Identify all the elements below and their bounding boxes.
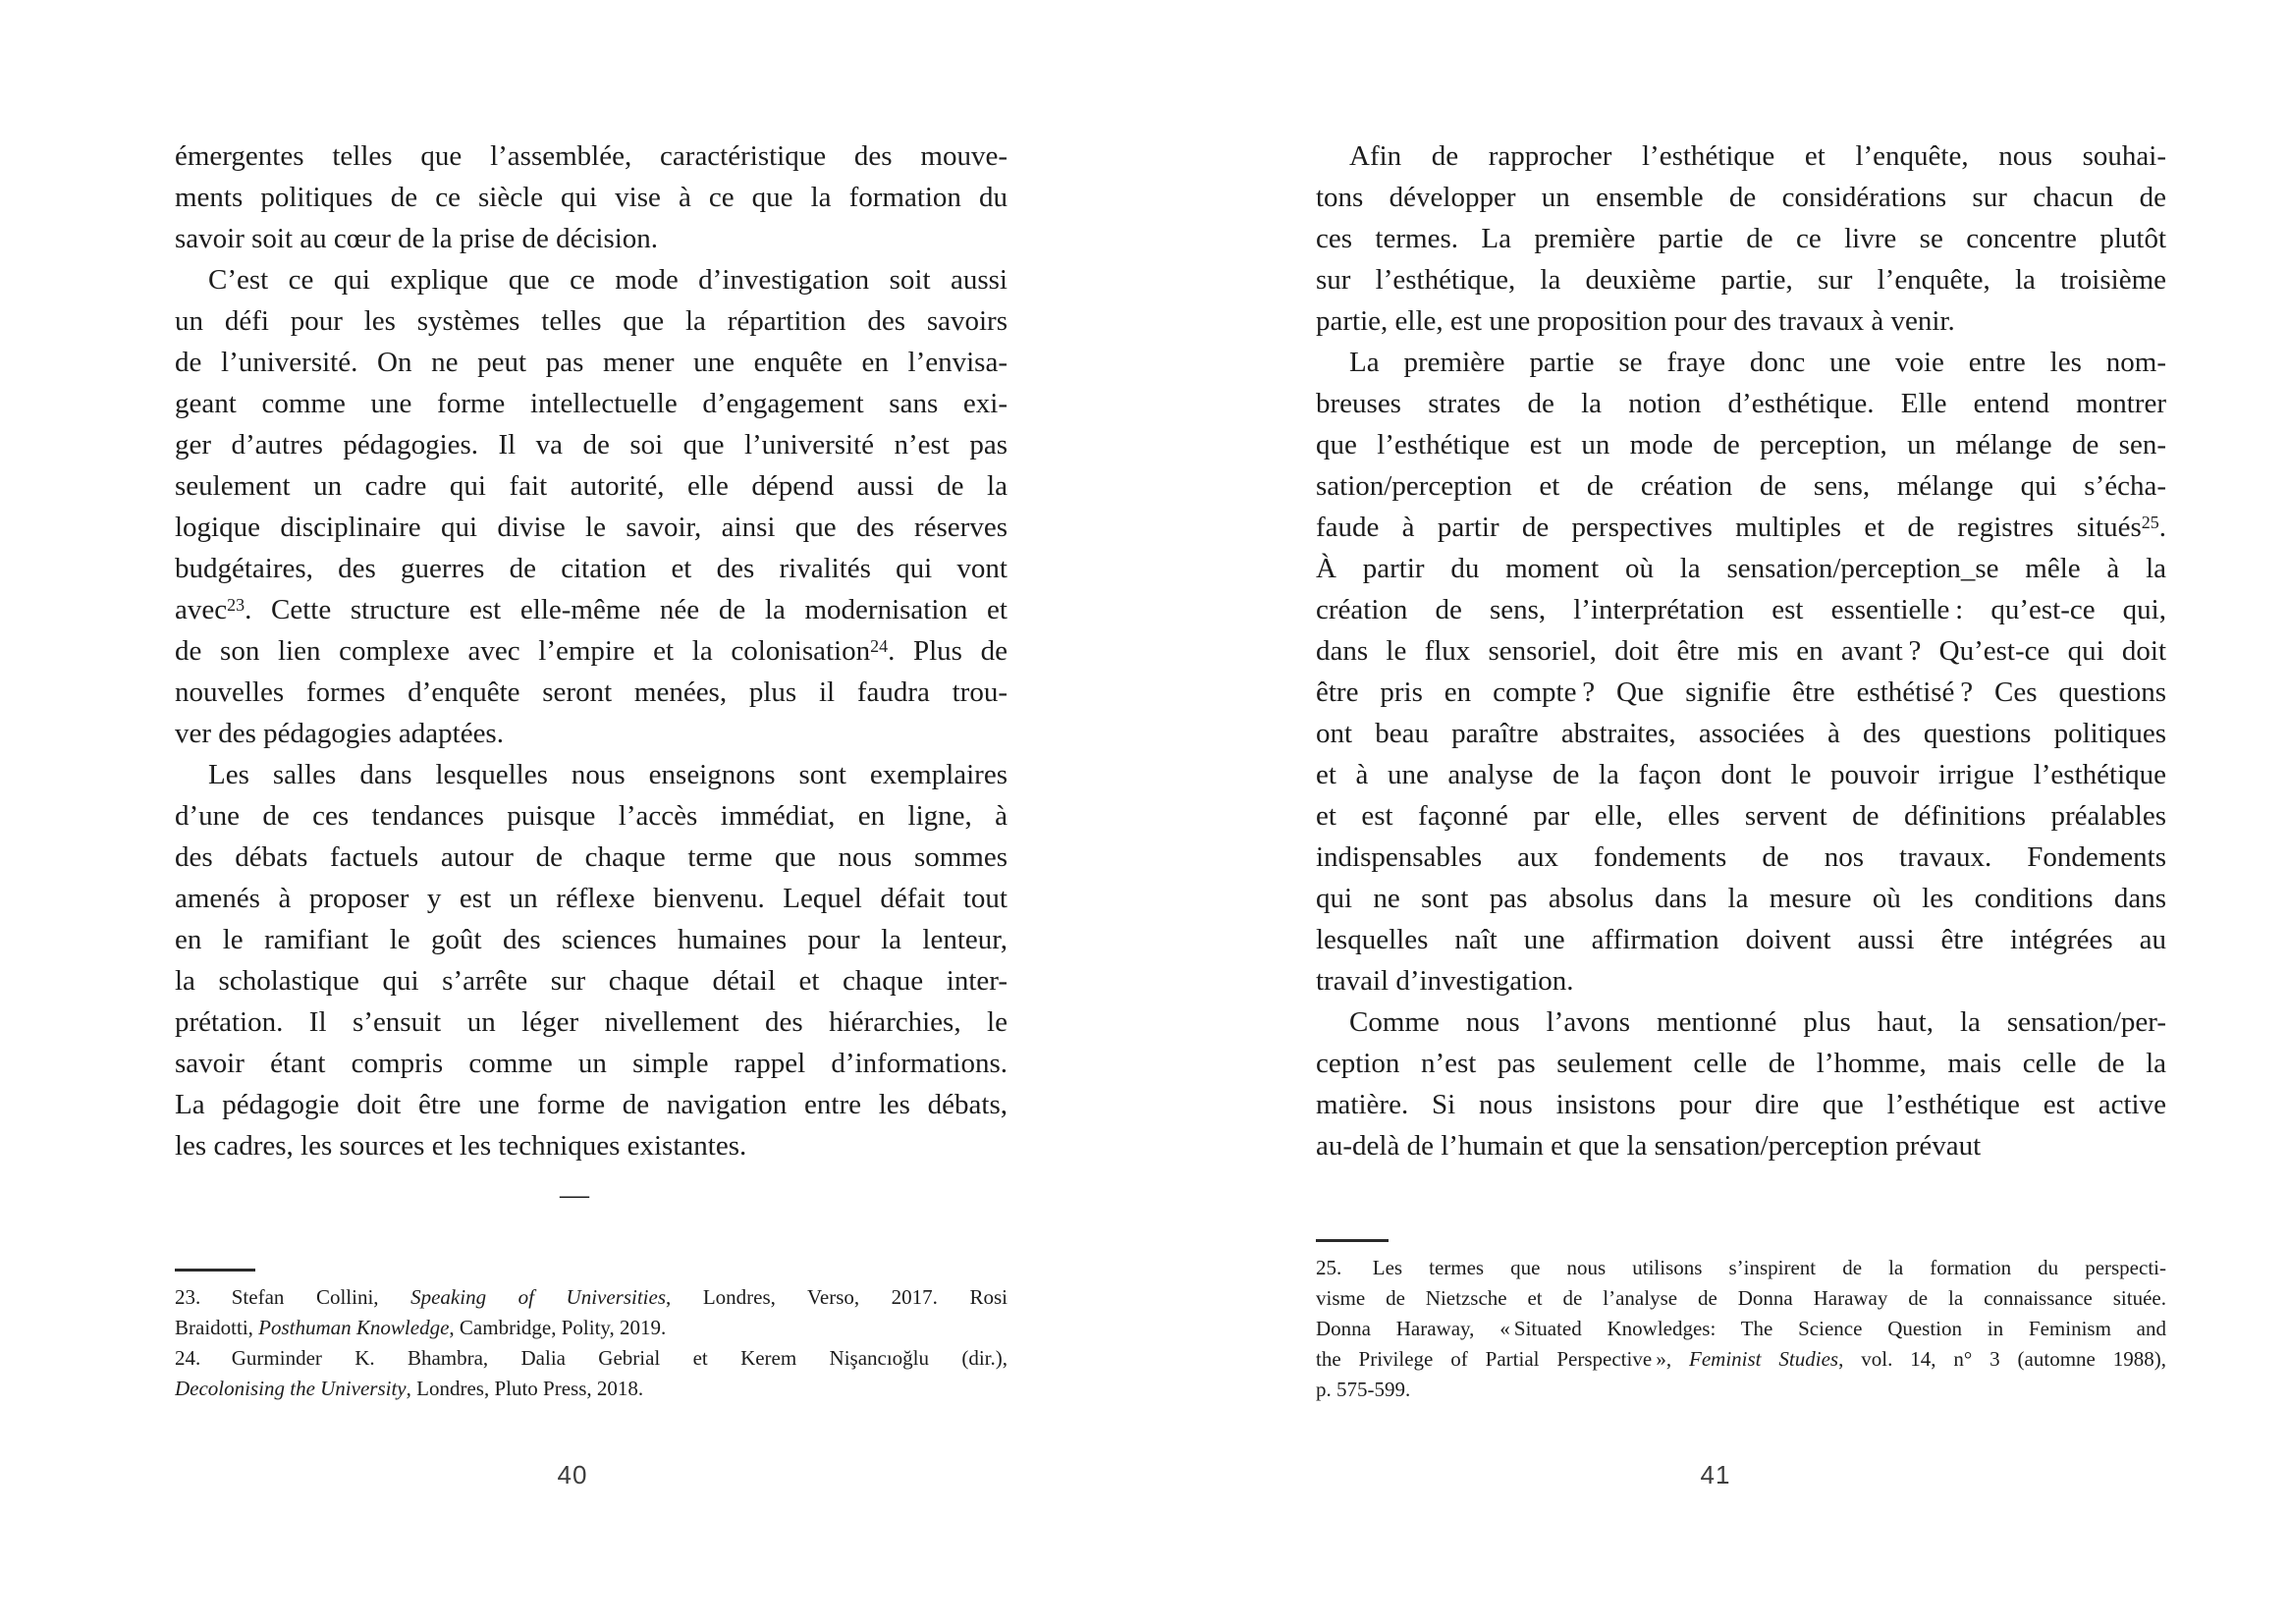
text-line: partie, elle, est une proposition pour des travaux à venir. (1316, 305, 1955, 337)
text-line: un défi pour les systèmes telles que la répartition des savoirs (175, 305, 1008, 337)
page-number-left: 40 (557, 1460, 588, 1489)
text-line: de l’université. On ne peut pas mener une enquête en l’envisa- (175, 347, 1008, 378)
text-line: Decolonising the University, Londres, Pluto Press, 2018. (175, 1377, 644, 1400)
footnote-rule-left (175, 1269, 255, 1272)
text-line: 23. Stefan Collini, Speaking of Universities, Londres, Verso, 2017. Rosi (175, 1285, 1008, 1309)
text-line: ments politiques de ce siècle qui vise à ce que la formation du (175, 182, 1008, 213)
text-line: budgétaires, des guerres de citation et des rivalités qui vont (175, 553, 1008, 584)
text-line: visme de Nietzsche et de l’analyse de Donna Haraway de la connaissance située. (1316, 1286, 2166, 1310)
text-line: création de sens, l’interprétation est essentielle : qu’est-ce qui, (1316, 594, 2166, 625)
text-line: ger d’autres pédagogies. Il va de soi que l’université n’est pas (175, 429, 1008, 460)
text-line: être pris en compte ? Que signifie être esthétisé ? Ces questions (1316, 677, 2166, 708)
text-line: the Privilege of Partial Perspective », Feminist Studies, vol. 14, n° 3 (automne 1988), (1316, 1347, 2166, 1371)
text-line: sation/perception et de création de sens, mélange qui s’écha- (1316, 470, 2166, 502)
text-line: en le ramifiant le goût des sciences humaines pour la lenteur, (175, 924, 1008, 955)
right-page-text-column (1316, 135, 2166, 1166)
footnote-rule-right (1316, 1239, 1389, 1242)
text-line: Braidotti, Posthuman Knowledge, Cambridge, Polity, 2019. (175, 1316, 667, 1339)
text-line: savoir soit au cœur de la prise de décision. (175, 223, 659, 254)
text-line: nouvelles formes d’enquête seront menées, plus il faudra trou- (175, 677, 1008, 708)
text-line: matière. Si nous insistons pour dire que l’esthétique est active (1316, 1089, 2166, 1120)
text-line: au-delà de l’humain et que la sensation/perception prévaut (1316, 1130, 1982, 1162)
text-line: avec$^{23}$. Cette structure est elle-même née de la modernisation et (175, 594, 1008, 625)
text-line: À partir du moment où la sensation/perception_se mêle à la (1316, 553, 2166, 584)
text-line: la scholastique qui s’arrête sur chaque détail et chaque inter- (175, 965, 1008, 997)
text-line: d’une de ces tendances puisque l’accès immédiat, en ligne, à (175, 800, 1008, 832)
text-line: prétation. Il s’ensuit un léger nivellement des hiérarchies, le (175, 1006, 1008, 1038)
text-line: ver des pédagogies adaptées. (175, 718, 504, 749)
text-line: des débats factuels autour de chaque terme que nous sommes (175, 841, 1008, 873)
text-line: que l’esthétique est un mode de perception, un mélange de sen- (1316, 429, 2166, 460)
text-line: et à une analyse de la façon dont le pouvoir irrigue l’esthétique (1316, 759, 2166, 790)
text-line: La pédagogie doit être une forme de navigation entre les débats, (175, 1089, 1008, 1120)
text-line: geant comme une forme intellectuelle d’engagement sans exi- (175, 388, 1008, 419)
text-line: sur l’esthétique, la deuxième partie, sur l’enquête, la troisième (1316, 264, 2166, 296)
left-page-footnotes (175, 1282, 1008, 1404)
text-line: logique disciplinaire qui divise le savoir, ainsi que des réserves (175, 512, 1008, 543)
page-number-right: 41 (1700, 1460, 1731, 1489)
text-line: breuses strates de la notion d’esthétique. Elle entend montrer (1316, 388, 2166, 419)
text-line: Donna Haraway, « Situated Knowledges: The Science Question in Feminism and (1316, 1317, 2166, 1340)
text-line: 25. Les termes que nous utilisons s’inspirent de la formation du perspecti- (1316, 1256, 2166, 1279)
text-line: Les salles dans lesquelles nous enseignons sont exemplaires (208, 759, 1008, 790)
text-line: tons développer un ensemble de considérations sur chacun de (1316, 182, 2166, 213)
text-line: 24. Gurminder K. Bhambra, Dalia Gebrial et Kerem Nişancıoğlu (dir.), (175, 1346, 1008, 1370)
text-line: ont beau paraître abstraites, associées à des questions politiques (1316, 718, 2166, 749)
text-line: amenés à proposer y est un réflexe bienvenu. Lequel défait tout (175, 883, 1008, 914)
text-line: indispensables aux fondements de nos travaux. Fondements (1316, 841, 2166, 873)
text-line: travail d’investigation. (1316, 965, 1574, 997)
text-line: les cadres, les sources et les techniques existantes. (175, 1130, 747, 1162)
text-line: ception n’est pas seulement celle de l’homme, mais celle de la (1316, 1048, 2166, 1079)
text-line: seulement un cadre qui fait autorité, elle dépend aussi de la (175, 470, 1008, 502)
text-line: Afin de rapprocher l’esthétique et l’enquête, nous souhai- (1349, 140, 2166, 172)
text-line: Comme nous l’avons mentionné plus haut, la sensation/per- (1349, 1006, 2166, 1038)
right-page-footnotes (1316, 1253, 2166, 1405)
text-line: faude à partir de perspectives multiples et de registres situés$^{25}$. (1316, 512, 2166, 543)
text-line: savoir étant compris comme un simple rappel d’informations. (175, 1048, 1008, 1079)
text-line: p. 575-599. (1316, 1378, 1411, 1401)
text-line: et est façonné par elle, elles servent de définitions préalables (1316, 800, 2166, 832)
text-line: de son lien complexe avec l’empire et la colonisation$^{24}$. Plus de (175, 635, 1008, 667)
text-line: émergentes telles que l’assemblée, caractéristique des mouve- (175, 140, 1008, 172)
text-line: La première partie se fraye donc une voie entre les nom- (1349, 347, 2166, 378)
section-separator: — (560, 1178, 589, 1211)
text-line: qui ne sont pas absolus dans la mesure où les conditions dans (1316, 883, 2166, 914)
text-line: dans le flux sensoriel, doit être mis en avant ? Qu’est-ce qui doit (1316, 635, 2166, 667)
text-line: lesquelles naît une affirmation doivent aussi être intégrées au (1316, 924, 2166, 955)
left-page-text-column (175, 135, 1008, 1166)
text-line: ces termes. La première partie de ce livre se concentre plutôt (1316, 223, 2166, 254)
text-line: C’est ce qui explique que ce mode d’investigation soit aussi (208, 264, 1008, 296)
